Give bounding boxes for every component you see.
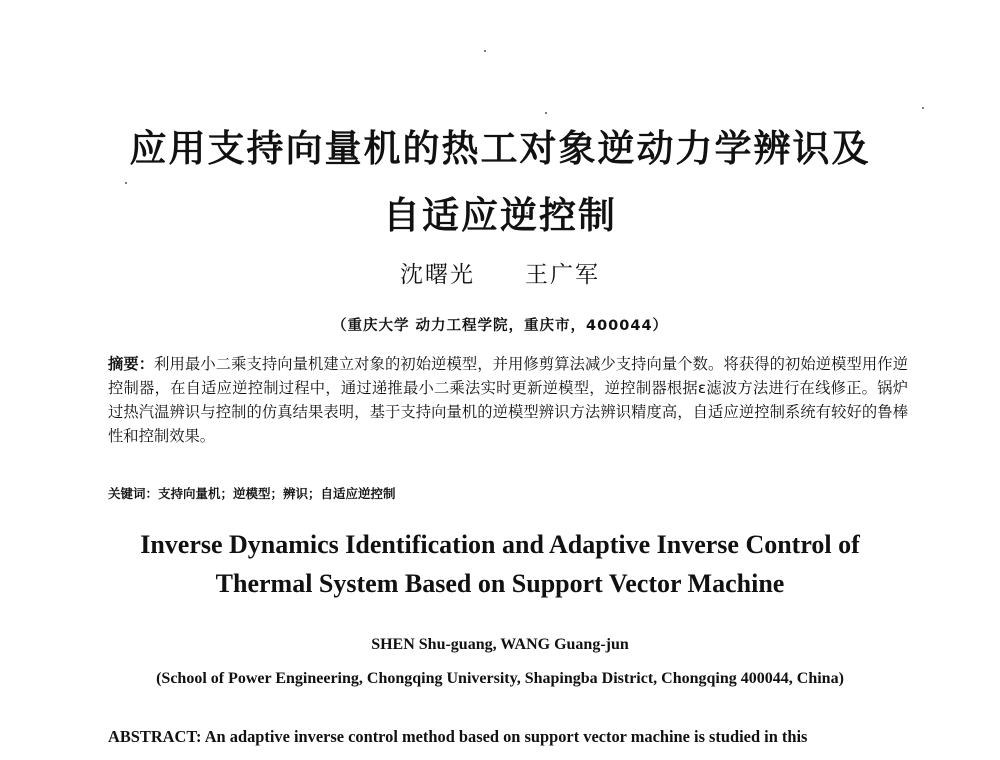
chinese-title-line-1: 应用支持向量机的热工对象逆动力学辨识及 bbox=[129, 127, 871, 170]
chinese-abstract bbox=[108, 352, 908, 448]
english-abstract-label: ABSTRACT: bbox=[108, 727, 202, 746]
chinese-abstract-label: 摘要： bbox=[108, 355, 155, 373]
scan-speck bbox=[125, 182, 127, 184]
chinese-keywords bbox=[108, 484, 908, 502]
chinese-affiliation: （重庆大学 动力工程学院，重庆市，400044） bbox=[331, 318, 669, 334]
scan-speck bbox=[545, 112, 547, 114]
chinese-abstract-text: 利用最小二乘支持向量机建立对象的初始逆模型，并用修剪算法减少支持向量个数。将获得的初始逆模型用作逆控制器，在自适应逆控制过程中，通过递推最小二乘法实时更新逆模型，逆控制器根据ε滤波方法进行在线修正。锅炉过热汽温辨识与控制的仿真结果表明，基于支持向量机的逆模型辨识方法辨识精度高，自适应逆控制系统有较好的鲁棒性和控制效果。 bbox=[108, 355, 908, 445]
chinese-keywords-label: 关键词： bbox=[108, 486, 159, 501]
english-abstract bbox=[108, 724, 908, 750]
english-abstract-text: An adaptive inverse control method based on support vector machine is studied in this bbox=[204, 727, 808, 746]
scan-speck bbox=[922, 107, 924, 109]
chinese-title-line-2: 自适应逆控制 bbox=[383, 194, 617, 237]
english-title-line-1: Inverse Dynamics Identification and Adaptive Inverse Control of bbox=[140, 530, 860, 559]
english-title-line-2: Thermal System Based on Support Vector Machine bbox=[215, 569, 785, 598]
scan-speck bbox=[484, 50, 486, 52]
chinese-keywords-text: 支持向量机；逆模型；辨识；自适应逆控制 bbox=[158, 486, 396, 501]
chinese-authors: 沈曙光 王广军 bbox=[400, 262, 600, 288]
english-affiliation: (School of Power Engineering, Chongqing University, Shapingba District, Chongqing 400044, China) bbox=[156, 670, 844, 687]
english-authors: SHEN Shu-guang, WANG Guang-jun bbox=[371, 636, 629, 653]
